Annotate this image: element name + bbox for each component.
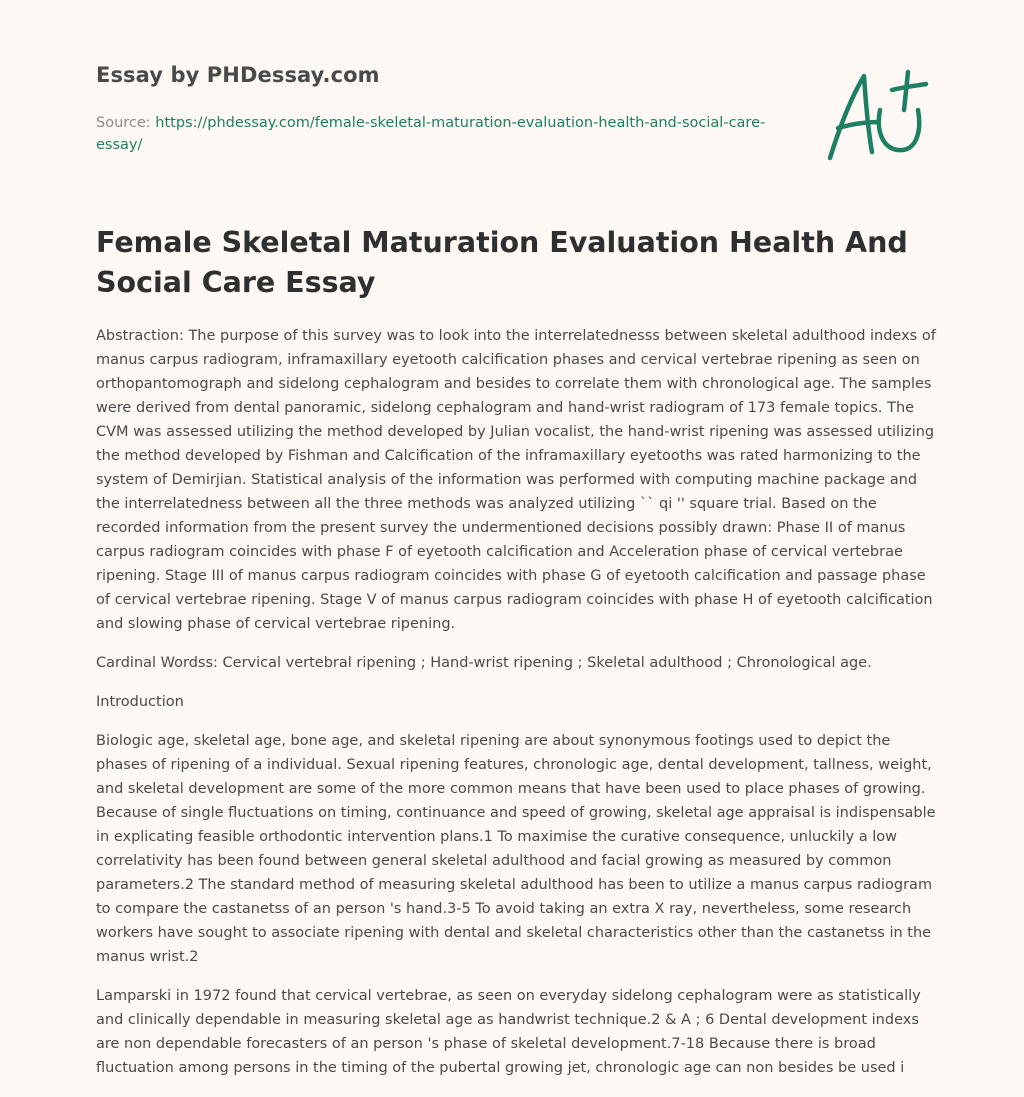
source-label: Source: (96, 115, 156, 131)
source-link[interactable]: https://phdessay.com/female-skeletal-maturation-evaluation-health-and-social-care-essay/ (96, 115, 766, 153)
paragraph-abstract: Abstraction: The purpose of this survey was to look into the interrelatednesss between skeletal adulthood indexs of manus carpus radiogram, inframaxillary eyetooth calcification phases and cervical vertebrae ripening as seen on orthopantomograph and sidelong cephalogram and besides to correlate them with chronological age. The samples were derived from dental panoramic, sidelong cephalogram and hand-wrist radiogram of 173 female topics. The CVM was assessed utilizing the method developed by Julian vocalist, the hand-wrist ripening was assessed utilizing the method developed by Fishman and Calcification of the inframaxillary eyetooths was rated harmonizing to the system of Demirjian. Statistical analysis of the information was performed with computing machine package and the interrelatedness between all the three methods was analyzed utilizing `` qi '' square trial. Based on the recorded information from the present survey the undermentioned decisions possibly drawn: Phase II of manus carpus radiogram coincides with phase F of eyetooth calcification and Acceleration phase of cervical vertebrae ripening. Stage III of manus carpus radiogram coincides with phase G of eyetooth calcification and passage phase of cervical vertebrae ripening. Stage V of manus carpus radiogram coincides with phase H of eyetooth calcification and slowing phase of cervical vertebrae ripening. (96, 328, 936, 632)
site-brand: Essay by PHDessay.com (96, 63, 380, 87)
section-heading-introduction: Introduction (96, 694, 184, 710)
essay-body (96, 324, 936, 1095)
source-line (96, 112, 776, 156)
paragraph-keywords: Cardinal Wordss: Cervical vertebral ripening ; Hand-wrist ripening ; Skeletal adulthood ; Chronological age. (96, 655, 872, 671)
essay-title: Female Skeletal Maturation Evaluation Health And Social Care Essay (96, 226, 908, 299)
paragraph-introduction-2: Lamparski in 1972 found that cervical vertebrae, as seen on everyday sidelong cephalogram were as statistically and clinically dependable in measuring skeletal age as handwrist technique.2 & A ; 6 Dental development indexs are non dependable forecasters of an person 's phase of skeletal development.7-18 Because there is broad fluctuation among persons in the timing of the pubertal growing jet, chronologic age can non besides be used i (96, 988, 921, 1076)
a-plus-grade-icon (818, 66, 930, 166)
paragraph-introduction-1: Biologic age, skeletal age, bone age, and skeletal ripening are about synonymous footings used to depict the phases of ripening of a individual. Sexual ripening features, chronologic age, dental development, tallness, weight, and skeletal development are some of the more common means that have been used to place phases of growing. Because of single fluctuations on timing, continuance and speed of growing, skeletal age appraisal is indispensable in explicating feasible orthodontic intervention plans.1 To maximise the curative consequence, unluckily a low correlativity has been found between general skeletal adulthood and facial growing as measured by common parameters.2 The standard method of measuring skeletal adulthood has been to utilize a manus carpus radiogram to compare the castanetss of an person 's hand.3-5 To avoid taking an extra X ray, nevertheless, some research workers have sought to associate ripening with dental and skeletal characteristics other than the castanetss in the manus wrist.2 (96, 733, 936, 965)
